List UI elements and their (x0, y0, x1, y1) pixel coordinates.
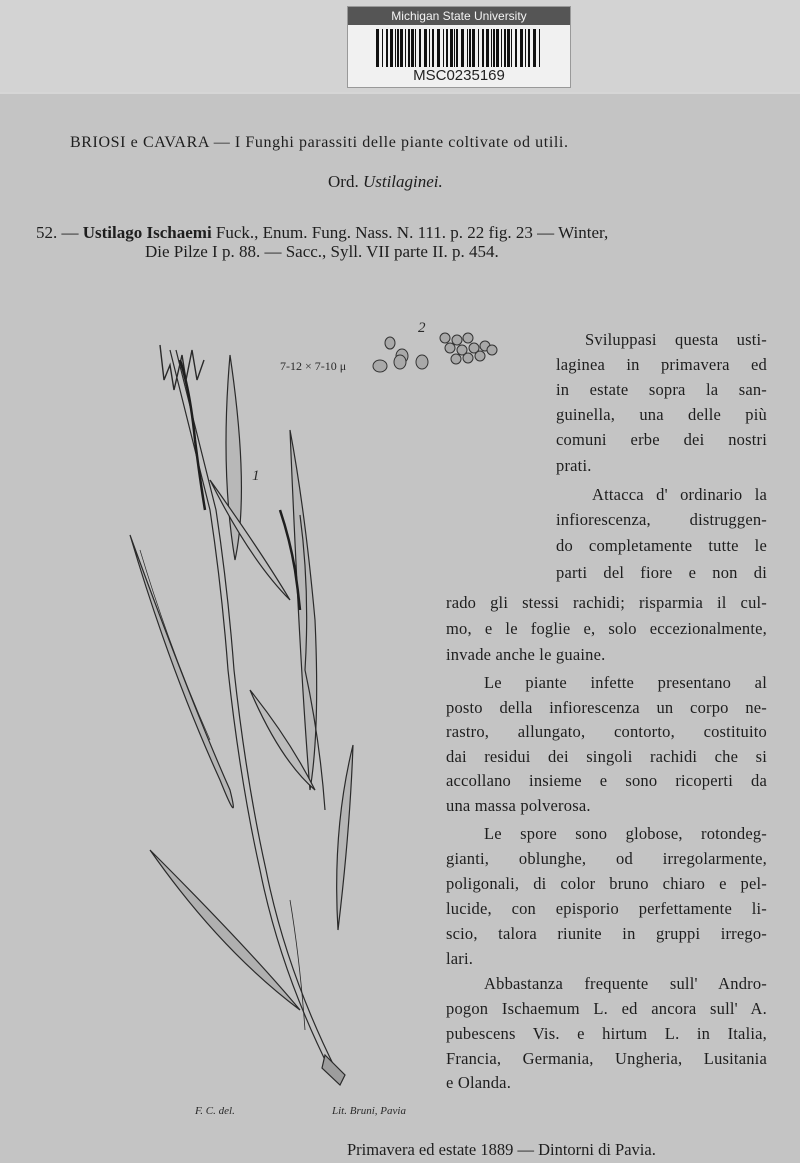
species-name: Ustilago Ischaemi (82, 223, 212, 242)
description-line: lari. (446, 949, 474, 968)
description-line: laginea in primavera ed (556, 355, 767, 374)
collection-note: Primavera ed estate 1889 — Dintorni di Pavia. (347, 1140, 656, 1159)
description-line: Francia, Germania, Ungheria, Lusitania (446, 1049, 767, 1068)
description-line: rastro, allungato, contorto, costituito (446, 722, 767, 741)
description-line: infiorescenza, distruggen- (556, 510, 767, 529)
barcode (374, 29, 544, 67)
description-line: do completamente tutte le (556, 536, 767, 555)
catalog-number: MSC0235169 (413, 67, 505, 84)
description-line: scio, talora riunite in gruppi irrego- (446, 924, 767, 943)
entry-citation-line-2: Die Pilze I p. 88. — Sacc., Syll. VII parte II. p. 454. (145, 242, 499, 261)
description-line: Abbastanza frequente sull' Andro- (484, 974, 767, 993)
leaf-blade (210, 480, 290, 600)
spore-drawings (373, 333, 497, 372)
institution-name: Michigan State University (348, 7, 570, 25)
description-line: lucide, con episporio perfettamente li- (446, 899, 767, 918)
description-line: rado gli stessi rachidi; risparmia il cul- (446, 593, 767, 612)
order-name: Ustilaginei. (362, 172, 443, 191)
culm-base (322, 1055, 345, 1085)
description-line: accollano insieme e sono ricoperti da (446, 771, 767, 790)
description-line: mo, e le foglie e, solo eccezionalmente, (446, 619, 767, 638)
lithographer-credit: Lit. Bruni, Pavia (332, 1105, 406, 1117)
description-line: dai residui dei singoli rachidi che si (446, 747, 767, 766)
leaf-blade (290, 430, 317, 790)
description-line: guinella, una delle più (556, 405, 767, 424)
leaf-blade (150, 850, 300, 1010)
description-line: parti del fiore e non di (556, 563, 767, 582)
order-heading (328, 172, 443, 192)
figure-label-1: 1 (252, 468, 260, 484)
figure-label-2: 2 (418, 320, 426, 336)
order-prefix: Ord. (328, 172, 359, 191)
description-line: una massa polverosa. (446, 796, 591, 815)
description-line: comuni erbe dei nostri (556, 430, 767, 449)
description-line: in estate sopra la san- (556, 380, 767, 399)
publication-title: BRIOSI e CAVARA — I Funghi parassiti delle piante coltivate od utili. (70, 134, 569, 151)
description-line: Attacca d' ordinario la (592, 485, 767, 504)
description-line: pogon Ischaemum L. ed ancora sull' A. (446, 999, 767, 1018)
description-line: invade anche le guaine. (446, 645, 606, 664)
description-line: poligonali, di color bruno chiaro e pel- (446, 874, 767, 893)
leaf-blade (337, 745, 353, 930)
description-line: gianti, oblunghe, od irregolarmente, (446, 849, 767, 868)
spore-measurement: 7-12 × 7-10 μ (280, 359, 347, 373)
description-line: posto della infiorescenza un corpo ne- (446, 698, 767, 717)
artist-signature: F. C. del. (195, 1105, 235, 1117)
description-line: Le spore sono globose, rotondeg- (484, 824, 767, 843)
entry-number: 52. — (36, 223, 79, 242)
description-line: prati. (556, 456, 592, 475)
description-line: pubescens Vis. e hirtum L. in Italia, (446, 1024, 767, 1043)
description-line: e Olanda. (446, 1073, 512, 1092)
description-line: Le piante infette presentano al (484, 673, 767, 692)
citation-text: Fuck., Enum. Fung. Nass. N. 111. p. 22 fig. 23 — Winter, (215, 223, 609, 242)
entry-citation-line-1 (36, 223, 608, 243)
herbarium-barcode-label (347, 6, 571, 88)
description-line: Sviluppasi questa usti- (585, 330, 767, 349)
